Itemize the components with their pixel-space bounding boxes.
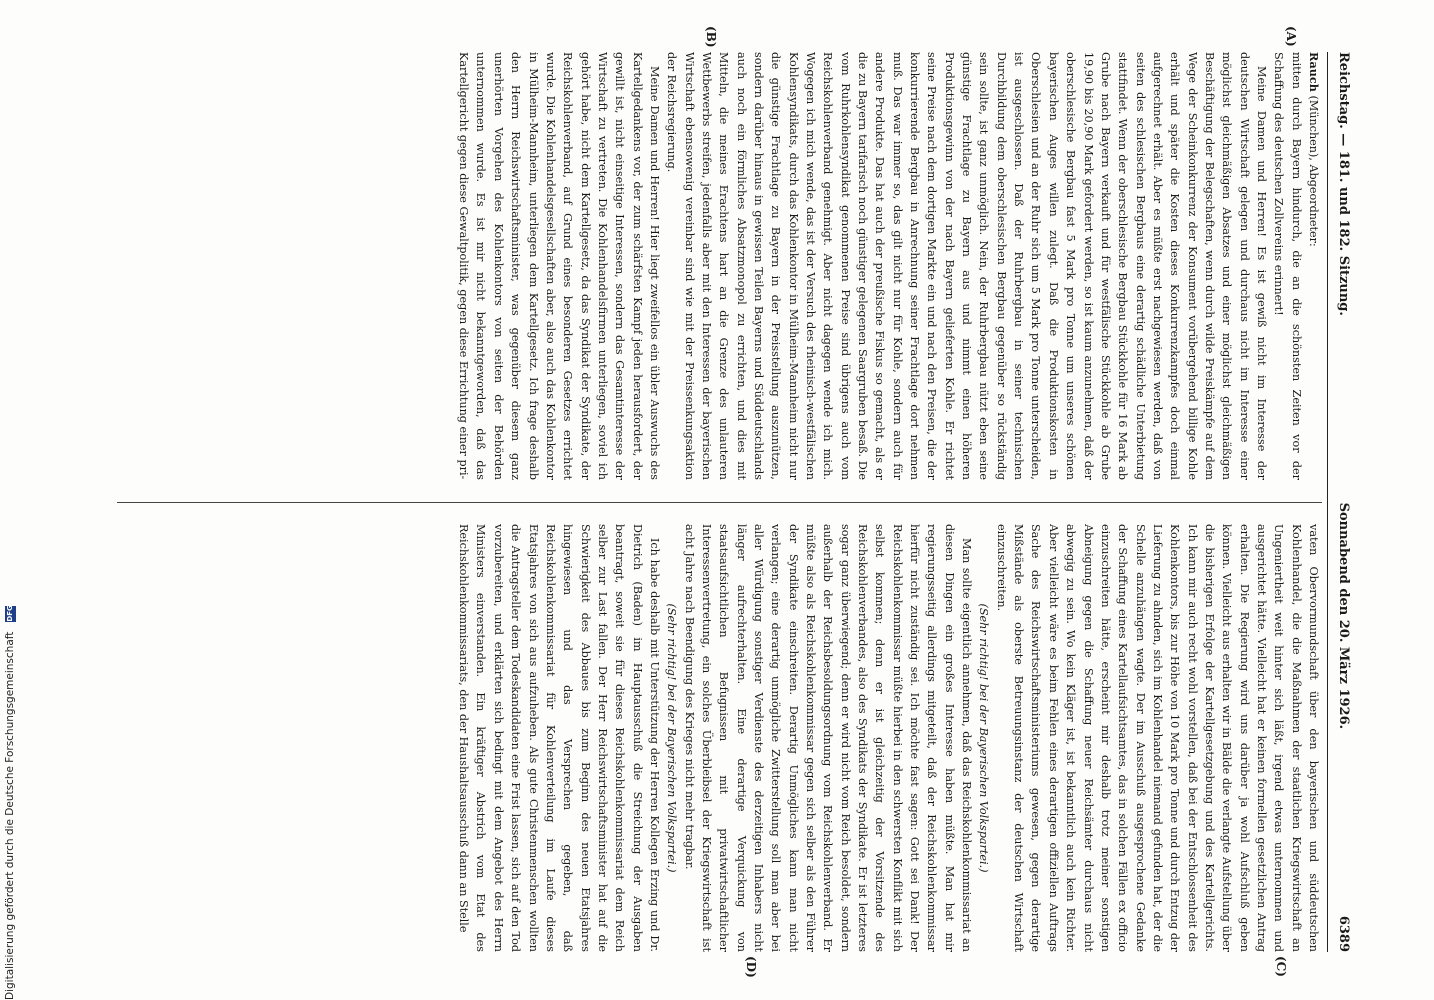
header-rule (1327, 52, 1328, 952)
speaker-line (1305, 52, 1322, 480)
right-paragraph: Man sollte eigentlich annehmen, daß das Reichskohlenkommissariat an diesen Dingen ein großes Interesse haben müßte. Man hat mir regierungsseitig allerdings mitgeteilt, daß der Reichskohlenkommissar hierfür nicht zuständig sei. Ich möchte fast sagen: Gott sei Dank! Der Reichskohlenkommissar müßte hierbei in den schwersten Konflikt mit sich selbst kommen; denn er ist gleichzeitig der Vorsitzende des Reichskohlenverbandes, also des Syndikats der Syndikate. Er ist letzteres sogar ganz überwiegend; denn er wird nicht vom Reich besoldet, sondern außerhalb der Reichsbesoldungsordnung vom Reichskohlenverband. Er müßte also als Reichskohlenkommissar gegen sich selber als den Führer der Syndikate einschreiten. Derartig Unmögliches kann man nicht verlangen; eine derartig unmögliche Zwitterstellung soll man aber bei aller Würdigung sonstiger Verdienste des derzeitigen Inhabers nicht länger aufrechterhalten. Eine derartige Verquickung von staatsaufsichtlichen Befugnissen mit privatwirtschaftlicher Interessenvertretung, ein solches Überbleibsel der Kriegswirtschaft ist acht Jahre nach Beendigung des Krieges nicht mehr tragbar. (682, 524, 974, 952)
margin-marker-b: (B) (704, 26, 718, 48)
speaker-name: Rauch (1307, 52, 1321, 92)
speaker-note: (München), Abgeordneter: (1307, 95, 1320, 247)
header-session: Reichstag. — 181. und 182. Sitzung. (1336, 52, 1352, 316)
dfg-logo-icon: DFG (5, 605, 14, 622)
header-date: Sonnabend den 20. März 1926. (1336, 502, 1352, 730)
right-paragraph: vaten Obervormundschaft über den bayerischen und süddeutschen Kohlenhandel, die die Maßnahmen der staatlichen Kriegswirtschaft an Ungeniertheit weit hinter sich läßt, irgend etwas unternommen und ausgerichtet hätte. Vielleicht hat er keinen formellen gesetzlichen Antrag erhalten. Die Regierung wird uns darüber ja wohl Aufschluß geben können. Vielleicht aus erhalten wir in Bälde die verlangte Aufstellung über die bisherigen Erfolge der Kartellgesetzgebung und des Kartellgerichts. Ich kann mir auch recht wohl vorstellen, daß bei der Entschlossenheit des Kohlenkontors, bis zur Höhe von 10 Mark pro Tonne und durch Entzug der Lieferung zu ahnden, sich im Kohlenhandel niemand gefunden hat, der die Schelle anzuhängen wagte. Der im Ausschuß ausgesprochene Gedanke der Schaffung eines Kartellaufsichtsamtes, das in solchen Fällen ex officio einzuschreiten hätte, erscheint mir deshalb trotz meiner sonstigen Abneigung gegen die Schaffung neuer Reichsämter durchaus nicht abwegig zu sein. Wo kein Kläger ist, ist bekanntlich auch kein Richter. Aber vielleicht wäre es beim Fehlen eines derartigen offiziellen Auftrags Sache des Reichswirtschaftsministeriums gewesen, gegen derartige Mißstände als oberste Betreuungsinstanz der deutschen Wirtschaft einzuschreiten. (994, 524, 1320, 952)
left-paragraph: Meine Damen und Herren! Es ist gewiß nicht im Interesse der deutschen Wirtschaft gelegen und durchaus nicht im Interesse einer möglichst gleichmäßigen Absatzes und einer möglichst gleichmäßigen Beschäftigung der Belegschaften, wenn durch wilde Preiskämpfe auf dem Wege der Scheinkonkurrenz der Konsument vorübergehend billige Kohle erhält und später die Kosten dieses Konkurrenzkampfes doch einmal aufgerechnet erhält. Aber es müßte erst nachgewiesen werden, daß von seiten des schlesischen Bergbaus eine derartig schädliche Unterbietung stattfindet. Wenn der oberschlesische Bergbau Stückkohle für 16 Mark ab Grube nach Bayern verkauft und für westfälische Stückkohle ab Grube 19,90 bis 20,90 Mark gefordert werden, so ist kaum anzunehmen, daß der oberschlesische Bergbau fast 5 Mark pro Tonne um unseres schönen bayerischen Auges willen zulegt. Daß die Produktionskosten in Oberschlesien und an der Ruhr sich um 5 Mark pro Tonne unterscheiden, ist ausgeschlossen. Daß der Ruhrbergbau in seiner technischen Durchbildung dem oberschlesischen Bergbau gegenüber so rückständig sein sollte, ist ganz unmöglich. Nein, der Ruhrbergbau nützt eben seine günstige Frachtlage zu Bayern aus und nimmt einen höheren Produktionsgewinn von der nach Bayern gelieferten Kohle. Er richtet seine Preise nach dem dortigen Markte ein und nach den Preisen, die der konkurrierende Bergbau in Anrechnung seiner Frachtlage dort nehmen muß. Das war immer so, das gilt nicht nur für Kohle, sondern auch für andere Produkte. Das hat auch der preußische Fiskus so gemacht, als er die zu Bayern tarifarisch noch günstiger gelegenen Saargruben besaß. Die vom Ruhrkohlensyndikat genommenen Preise sind übrigens auch vom Reichskohlenverband genehmigt. Aber nicht dagegen wende ich mich. Wogegen ich mich wende, das ist der Versuch des rheinisch-westfälischen Kohlensyndikats, durch das Kohlenkontor in Mülheim-Mannheim nicht nur die günstige Frachtlage zu Bayern in der Preisstellung auszunützen, sondern darüber hinaus in gewissen Teilen Bayerns und Süddeutschlands auch noch ein förmliches Absatzmonopol zu errichten, und dies mit Mitteln, die meines Erachtens hart an die Grenze des unlauteren Wettbewerbs streifen, jedenfalls aber mit den Interessen der bayerischen Wirtschaft ebensowenig vereinbar sind wie mit der Preissenkungsaktion der Reichsregierung. (665, 52, 1268, 480)
digitization-credit (0, 0, 20, 1000)
page-header (1330, 52, 1358, 952)
margin-marker-a: (A) (1284, 26, 1298, 47)
column-divider (117, 502, 1322, 503)
left-paragraph: mitten durch Bayern hindurch, die an die schönsten Zeiten vor der Schaffung des deutschen Zollvereins erinnert! (1272, 52, 1303, 480)
rotated-document (108, 26, 1358, 978)
page-number: 6389 (1336, 915, 1352, 952)
left-column (117, 52, 1322, 480)
interjection: (Sehr richtig! bei der Bayerischen Volkspartei.) (977, 603, 991, 873)
left-paragraph: Meine Damen und Herren! Hier liegt zweifellos ein übler Auswuchs des Kartellgedankens vor, der zum schärfsten Kampf jeden herausfordert, der gewillt ist, nicht einseitige Interessen, sondern das Gesamtinteresse der Wirtschaft zu vertreten. Die Kohlenhandelsfirmen unterliegen, soviel ich gehört habe, nicht dem Kartellgesetz, da das Syndikat der Syndikate, der Reichskohlenverband, auf Grund eines besonderen Gesetzes errichtet wurde. Die Kohlenhandelsgesellschaften aber, also auch das Kohlenkontor in Mülheim-Mannheim, unterliegen dem Kartellgesetz. Ich frage deshalb den Herrn Reichswirtschaftsminister, was gegenüber diesem ganz unerhörten Vorgehen des Kohlenkontors von seiten der Behörden unternommen wurde. Es ist mir nicht bekanntgeworden, daß das Kartellgericht gegen diese Gewaltpolitik, gegen diese Errichtung einer pri- (457, 52, 661, 480)
interjection: (Sehr richtig! bei der Bayerischen Volkspartei.) (665, 603, 679, 873)
margin-marker-d: (D) (744, 956, 758, 978)
right-paragraph: Ich habe deshalb mit Unterstützung der Herren Kollegen Erzing und Dr. Dietrich (Baden) im Hauptausschuß die Streichung der Ausgaben beantragt, soweit sie für dieses Reichskohlenkommissariat dem Reich selber zur Last fallen. Der Herr Reichswirtschaftsminister hat auf die Schwierigkeit des Abbaues bis zum Beginn des neuen Etatsjahres hingewiesen und das Versprechen gegeben, daß Reichskohlenkommissariat für Kohlenverteilung im Laufe dieses Etatsjahres von sich aus aufzuheben. Als gute Christenmenschen wollten die Antragsteller dem Todeskandidaten eine Frist lassen, sich auf den Tod vorzubereiten, und erklärten sich bedingt mit dem Angebot des Herrn Ministers einverstanden. Ein kräftiger Abstrich vom Etat des Reichskohlenkommissariats, den der Haushaltsausschuß dann an Stelle (457, 524, 661, 952)
margin-marker-c: (C) (1274, 956, 1288, 977)
credit-text: Digitalisierung gefördert durch die Deutsche Forschungsgemeinschaft (4, 631, 16, 1000)
right-column (117, 524, 1322, 952)
